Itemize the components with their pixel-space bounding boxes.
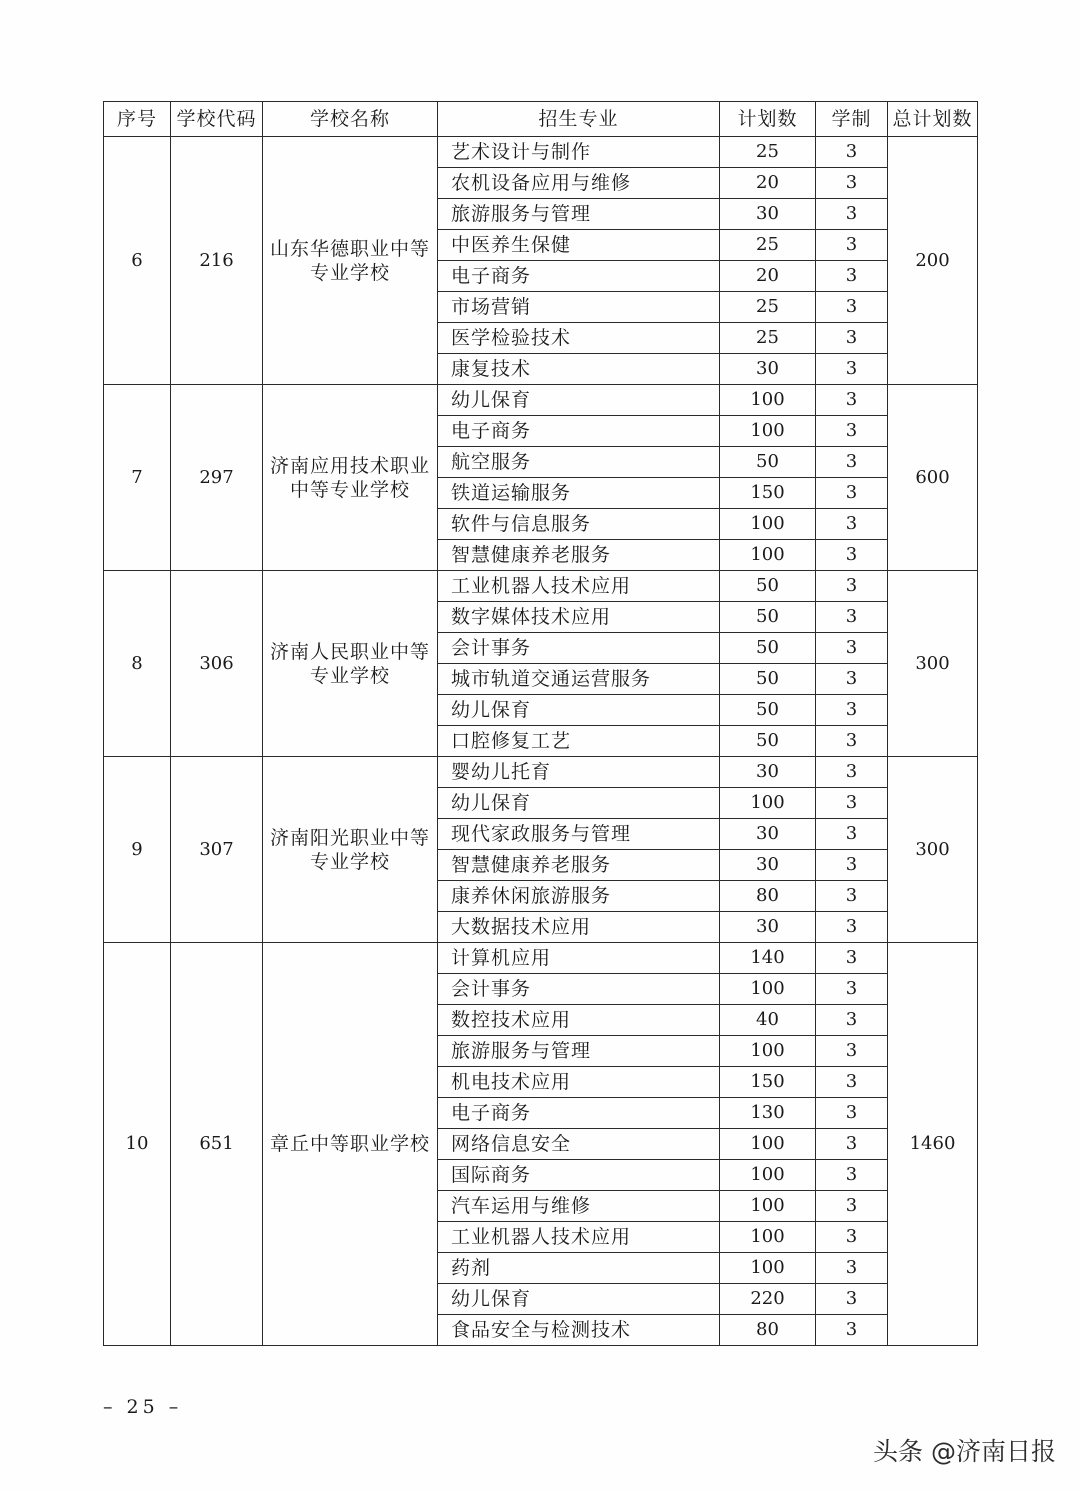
years-cell: 3	[816, 540, 888, 571]
school-code-cell: 651	[171, 943, 263, 1346]
years-cell: 3	[816, 850, 888, 881]
major-cell: 幼儿保育	[438, 1284, 720, 1315]
school-name-cell: 济南人民职业中等专业学校	[263, 571, 438, 757]
major-cell: 康复技术	[438, 354, 720, 385]
school-name-cell: 章丘中等职业学校	[263, 943, 438, 1346]
major-cell: 智慧健康养老服务	[438, 540, 720, 571]
major-cell: 工业机器人技术应用	[438, 1222, 720, 1253]
years-cell: 3	[816, 633, 888, 664]
years-cell: 3	[816, 323, 888, 354]
header-plan: 计划数	[720, 102, 816, 137]
major-cell: 电子商务	[438, 1098, 720, 1129]
plan-cell: 30	[720, 819, 816, 850]
plan-cell: 100	[720, 974, 816, 1005]
plan-cell: 50	[720, 602, 816, 633]
enrollment-plan-table	[103, 101, 978, 1346]
plan-cell: 150	[720, 1067, 816, 1098]
plan-cell: 25	[720, 230, 816, 261]
years-cell: 3	[816, 974, 888, 1005]
major-cell: 会计事务	[438, 633, 720, 664]
years-cell: 3	[816, 788, 888, 819]
plan-cell: 80	[720, 1315, 816, 1346]
header-major: 招生专业	[438, 102, 720, 137]
years-cell: 3	[816, 819, 888, 850]
seq-cell: 6	[104, 137, 171, 385]
major-cell: 电子商务	[438, 416, 720, 447]
years-cell: 3	[816, 1098, 888, 1129]
major-cell: 幼儿保育	[438, 695, 720, 726]
plan-cell: 80	[720, 881, 816, 912]
major-cell: 医学检验技术	[438, 323, 720, 354]
years-cell: 3	[816, 664, 888, 695]
years-cell: 3	[816, 447, 888, 478]
years-cell: 3	[816, 1005, 888, 1036]
major-cell: 旅游服务与管理	[438, 1036, 720, 1067]
major-cell: 数字媒体技术应用	[438, 602, 720, 633]
years-cell: 3	[816, 416, 888, 447]
major-cell: 旅游服务与管理	[438, 199, 720, 230]
plan-cell: 100	[720, 509, 816, 540]
years-cell: 3	[816, 509, 888, 540]
years-cell: 3	[816, 199, 888, 230]
major-cell: 数控技术应用	[438, 1005, 720, 1036]
years-cell: 3	[816, 757, 888, 788]
header-school-code: 学校代码	[171, 102, 263, 137]
total-cell: 200	[888, 137, 978, 385]
major-cell: 幼儿保育	[438, 385, 720, 416]
years-cell: 3	[816, 354, 888, 385]
table-header-row	[104, 102, 978, 137]
years-cell: 3	[816, 1036, 888, 1067]
plan-cell: 20	[720, 168, 816, 199]
table-body	[104, 137, 978, 1346]
table-row	[104, 571, 978, 602]
school-name-cell: 济南应用技术职业中等专业学校	[263, 385, 438, 571]
plan-cell: 30	[720, 912, 816, 943]
years-cell: 3	[816, 1284, 888, 1315]
plan-cell: 100	[720, 1253, 816, 1284]
major-cell: 汽车运用与维修	[438, 1191, 720, 1222]
years-cell: 3	[816, 261, 888, 292]
major-cell: 铁道运输服务	[438, 478, 720, 509]
plan-cell: 50	[720, 695, 816, 726]
major-cell: 婴幼儿托育	[438, 757, 720, 788]
total-cell: 300	[888, 757, 978, 943]
major-cell: 康养休闲旅游服务	[438, 881, 720, 912]
page-number: – 25 –	[103, 1396, 183, 1418]
plan-cell: 30	[720, 354, 816, 385]
major-cell: 口腔修复工艺	[438, 726, 720, 757]
plan-cell: 40	[720, 1005, 816, 1036]
header-school-name: 学校名称	[263, 102, 438, 137]
plan-cell: 100	[720, 788, 816, 819]
years-cell: 3	[816, 1067, 888, 1098]
years-cell: 3	[816, 881, 888, 912]
plan-cell: 50	[720, 633, 816, 664]
years-cell: 3	[816, 385, 888, 416]
plan-cell: 25	[720, 323, 816, 354]
seq-cell: 9	[104, 757, 171, 943]
years-cell: 3	[816, 726, 888, 757]
major-cell: 智慧健康养老服务	[438, 850, 720, 881]
years-cell: 3	[816, 695, 888, 726]
plan-cell: 50	[720, 664, 816, 695]
plan-cell: 100	[720, 1129, 816, 1160]
table-row	[104, 137, 978, 168]
major-cell: 工业机器人技术应用	[438, 571, 720, 602]
plan-cell: 30	[720, 850, 816, 881]
source-watermark: 头条 @济南日报	[873, 1437, 1056, 1466]
table-row	[104, 757, 978, 788]
years-cell: 3	[816, 230, 888, 261]
years-cell: 3	[816, 1191, 888, 1222]
school-name-cell: 山东华德职业中等专业学校	[263, 137, 438, 385]
major-cell: 幼儿保育	[438, 788, 720, 819]
total-cell: 300	[888, 571, 978, 757]
plan-cell: 100	[720, 416, 816, 447]
years-cell: 3	[816, 1129, 888, 1160]
plan-cell: 50	[720, 571, 816, 602]
school-code-cell: 306	[171, 571, 263, 757]
school-code-cell: 216	[171, 137, 263, 385]
seq-cell: 8	[104, 571, 171, 757]
major-cell: 药剂	[438, 1253, 720, 1284]
plan-cell: 50	[720, 447, 816, 478]
plan-cell: 220	[720, 1284, 816, 1315]
school-name-cell: 济南阳光职业中等专业学校	[263, 757, 438, 943]
total-cell: 1460	[888, 943, 978, 1346]
plan-cell: 100	[720, 1160, 816, 1191]
plan-cell: 150	[720, 478, 816, 509]
years-cell: 3	[816, 168, 888, 199]
plan-cell: 100	[720, 540, 816, 571]
years-cell: 3	[816, 1315, 888, 1346]
major-cell: 会计事务	[438, 974, 720, 1005]
plan-cell: 25	[720, 137, 816, 168]
years-cell: 3	[816, 912, 888, 943]
years-cell: 3	[816, 478, 888, 509]
plan-cell: 30	[720, 757, 816, 788]
table-row	[104, 943, 978, 974]
plan-cell: 25	[720, 292, 816, 323]
plan-cell: 30	[720, 199, 816, 230]
major-cell: 农机设备应用与维修	[438, 168, 720, 199]
years-cell: 3	[816, 943, 888, 974]
major-cell: 网络信息安全	[438, 1129, 720, 1160]
years-cell: 3	[816, 1253, 888, 1284]
total-cell: 600	[888, 385, 978, 571]
major-cell: 电子商务	[438, 261, 720, 292]
table-row	[104, 385, 978, 416]
years-cell: 3	[816, 292, 888, 323]
major-cell: 中医养生保健	[438, 230, 720, 261]
major-cell: 市场营销	[438, 292, 720, 323]
major-cell: 计算机应用	[438, 943, 720, 974]
major-cell: 机电技术应用	[438, 1067, 720, 1098]
years-cell: 3	[816, 1222, 888, 1253]
years-cell: 3	[816, 137, 888, 168]
plan-cell: 100	[720, 385, 816, 416]
header-seq: 序号	[104, 102, 171, 137]
school-code-cell: 307	[171, 757, 263, 943]
major-cell: 软件与信息服务	[438, 509, 720, 540]
major-cell: 食品安全与检测技术	[438, 1315, 720, 1346]
years-cell: 3	[816, 571, 888, 602]
plan-cell: 100	[720, 1036, 816, 1067]
major-cell: 国际商务	[438, 1160, 720, 1191]
major-cell: 城市轨道交通运营服务	[438, 664, 720, 695]
major-cell: 航空服务	[438, 447, 720, 478]
major-cell: 现代家政服务与管理	[438, 819, 720, 850]
school-code-cell: 297	[171, 385, 263, 571]
plan-cell: 130	[720, 1098, 816, 1129]
major-cell: 艺术设计与制作	[438, 137, 720, 168]
plan-cell: 20	[720, 261, 816, 292]
seq-cell: 7	[104, 385, 171, 571]
plan-cell: 100	[720, 1222, 816, 1253]
years-cell: 3	[816, 1160, 888, 1191]
plan-cell: 50	[720, 726, 816, 757]
header-years: 学制	[816, 102, 888, 137]
years-cell: 3	[816, 602, 888, 633]
plan-cell: 140	[720, 943, 816, 974]
plan-cell: 100	[720, 1191, 816, 1222]
header-total: 总计划数	[888, 102, 978, 137]
seq-cell: 10	[104, 943, 171, 1346]
major-cell: 大数据技术应用	[438, 912, 720, 943]
